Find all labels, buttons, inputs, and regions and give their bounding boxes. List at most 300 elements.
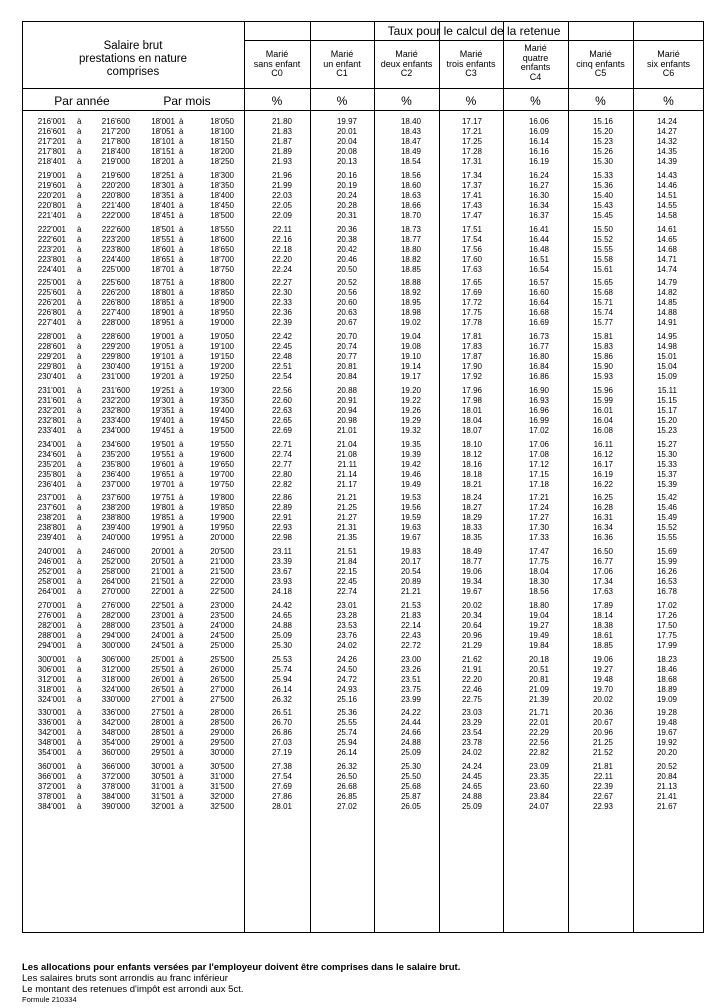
year-from: 234'601 <box>37 449 66 459</box>
rate-c3: 25.09 <box>461 802 482 812</box>
month-from: 19'751 <box>151 493 175 503</box>
rate-c1: 23.28 <box>336 610 357 620</box>
rate-c3: 17.41 <box>461 190 482 200</box>
range-separator: à <box>179 664 184 674</box>
rate-c2: 18.92 <box>400 288 421 298</box>
rate-c5: 15.93 <box>592 372 613 382</box>
range-separator: à <box>179 523 184 533</box>
rate-c2: 18.85 <box>400 264 421 274</box>
rate-c3: 22.75 <box>461 694 482 704</box>
range-separator: à <box>77 772 82 782</box>
rate-c1: 23.53 <box>336 620 357 630</box>
range-separator: à <box>179 557 184 567</box>
year-to: 237'000 <box>101 479 130 489</box>
month-to: 30'000 <box>210 748 234 758</box>
month-to: 28'500 <box>210 718 234 728</box>
rate-c2: 18.82 <box>400 254 421 264</box>
rate-c5: 15.36 <box>592 180 613 190</box>
rate-c2: 23.75 <box>400 684 421 694</box>
range-separator: à <box>77 587 82 597</box>
column-unit-c3: % <box>465 94 477 108</box>
rate-c1: 22.45 <box>336 577 357 587</box>
range-separator: à <box>77 308 82 318</box>
rate-c0: 22.18 <box>271 244 292 254</box>
rate-c5: 21.81 <box>592 762 613 771</box>
rate-c3: 18.35 <box>461 533 482 543</box>
range-separator: à <box>77 425 82 435</box>
rate-c1: 20.56 <box>336 288 357 298</box>
rate-c5: 20.96 <box>592 728 613 738</box>
rate-c4: 17.30 <box>528 523 549 533</box>
rate-c0: 21.87 <box>271 137 292 147</box>
rate-c4: 16.80 <box>528 352 549 362</box>
month-to: 20'500 <box>210 547 234 556</box>
rate-c6: 17.26 <box>656 610 677 620</box>
rate-c2: 19.20 <box>400 385 421 395</box>
rate-c5: 20.36 <box>592 708 613 718</box>
month-from: 18'851 <box>151 298 175 308</box>
rate-c6: 15.39 <box>656 479 677 489</box>
year-from: 223'201 <box>37 244 66 254</box>
rate-c5: 16.36 <box>592 533 613 543</box>
rate-c0: 28.01 <box>271 802 292 812</box>
year-from: 306'001 <box>37 664 66 674</box>
range-separator: à <box>77 610 82 620</box>
year-from: 223'801 <box>37 254 66 264</box>
rate-c0: 22.48 <box>271 352 292 362</box>
year-from: 221'401 <box>37 210 66 220</box>
month-from: 19'101 <box>151 352 175 362</box>
rate-c1: 20.77 <box>336 352 357 362</box>
rate-c3: 20.64 <box>461 620 482 630</box>
month-from: 18'351 <box>151 190 175 200</box>
rate-c3: 21.29 <box>461 640 482 650</box>
rate-c2: 25.50 <box>400 772 421 782</box>
rate-c0: 27.86 <box>271 792 292 802</box>
rate-c2: 18.80 <box>400 244 421 254</box>
year-from: 366'001 <box>37 772 66 782</box>
year-to: 372'000 <box>101 772 130 782</box>
range-separator: à <box>77 170 82 180</box>
range-separator: à <box>77 352 82 362</box>
rate-c5: 18.14 <box>592 610 613 620</box>
year-from: 232'801 <box>37 415 66 425</box>
rate-c4: 17.27 <box>528 513 549 523</box>
year-to: 219'000 <box>101 157 130 167</box>
month-from: 26'001 <box>151 674 175 684</box>
rate-c5: 19.70 <box>592 684 613 694</box>
month-to: 19'000 <box>210 318 234 328</box>
rate-c1: 24.93 <box>336 684 357 694</box>
rate-c2: 22.14 <box>400 620 421 630</box>
rate-c3: 17.63 <box>461 264 482 274</box>
column-unit-c0: % <box>271 94 283 108</box>
month-to: 23'500 <box>210 610 234 620</box>
rate-c5: 17.34 <box>592 577 613 587</box>
range-separator: à <box>179 308 184 318</box>
year-to: 264'000 <box>101 577 130 587</box>
rate-c6: 15.69 <box>656 547 677 556</box>
rate-c5: 15.33 <box>592 170 613 180</box>
rate-c6: 14.91 <box>656 318 677 328</box>
rate-c5: 16.25 <box>592 493 613 503</box>
rate-c1: 20.13 <box>336 157 357 167</box>
rate-c5: 20.67 <box>592 718 613 728</box>
column-title-c3: Marié trois enfants C3 <box>446 49 496 78</box>
rate-c5: 15.23 <box>592 137 613 147</box>
rate-c6: 14.43 <box>656 170 677 180</box>
rate-c0: 22.33 <box>271 298 292 308</box>
month-to: 27'500 <box>210 694 234 704</box>
range-separator: à <box>77 342 82 352</box>
year-from: 318'001 <box>37 684 66 694</box>
month-to: 29'500 <box>210 738 234 748</box>
rate-c0: 21.89 <box>271 147 292 157</box>
month-to: 19'150 <box>210 352 234 362</box>
rate-c0: 22.20 <box>271 254 292 264</box>
range-separator: à <box>77 137 82 147</box>
year-to: 225'000 <box>101 264 130 274</box>
month-from: 18'201 <box>151 157 175 167</box>
rate-c2: 19.35 <box>400 439 421 449</box>
month-to: 21'000 <box>210 557 234 567</box>
rate-c3: 19.06 <box>461 567 482 577</box>
rate-c1: 20.38 <box>336 234 357 244</box>
month-to: 29'000 <box>210 728 234 738</box>
rate-c0: 21.99 <box>271 180 292 190</box>
rate-c4: 22.29 <box>528 728 549 738</box>
rate-c5: 15.26 <box>592 147 613 157</box>
year-to: 221'400 <box>101 200 130 210</box>
month-from: 18'401 <box>151 200 175 210</box>
year-to: 229'200 <box>101 342 130 352</box>
rate-c2: 23.26 <box>400 664 421 674</box>
month-to: 22'000 <box>210 577 234 587</box>
rate-c0: 22.77 <box>271 459 292 469</box>
rate-c2: 25.68 <box>400 782 421 792</box>
rate-c2: 19.02 <box>400 318 421 328</box>
rate-c5: 16.08 <box>592 425 613 435</box>
year-from: 229'201 <box>37 352 66 362</box>
rate-c3: 17.25 <box>461 137 482 147</box>
rate-c4: 17.12 <box>528 459 549 469</box>
rate-c4: 24.07 <box>528 802 549 812</box>
rate-c4: 18.30 <box>528 577 549 587</box>
rate-c0: 22.65 <box>271 415 292 425</box>
range-separator: à <box>77 210 82 220</box>
rate-c3: 17.65 <box>461 278 482 288</box>
month-to: 18'550 <box>210 224 234 234</box>
month-from: 19'601 <box>151 459 175 469</box>
rate-c5: 15.65 <box>592 278 613 288</box>
month-to: 32'000 <box>210 792 234 802</box>
rate-c6: 21.13 <box>656 782 677 792</box>
range-separator: à <box>179 513 184 523</box>
year-to: 238'200 <box>101 503 130 513</box>
rate-c1: 21.51 <box>336 547 357 556</box>
rate-c0: 24.18 <box>271 587 292 597</box>
rate-c2: 19.10 <box>400 352 421 362</box>
month-from: 21'501 <box>151 577 175 587</box>
range-separator: à <box>77 728 82 738</box>
rate-c3: 24.65 <box>461 782 482 792</box>
month-to: 19'650 <box>210 459 234 469</box>
rate-c5: 18.61 <box>592 630 613 640</box>
rate-c6: 16.78 <box>656 587 677 597</box>
header-rule <box>22 110 704 111</box>
rate-c5: 15.40 <box>592 190 613 200</box>
rate-c2: 23.99 <box>400 694 421 704</box>
rate-c4: 21.09 <box>528 684 549 694</box>
year-to: 246'000 <box>101 547 130 556</box>
month-to: 19'200 <box>210 362 234 372</box>
rate-c4: 16.06 <box>528 117 549 126</box>
rate-c2: 18.70 <box>400 210 421 220</box>
rate-c1: 21.14 <box>336 469 357 479</box>
column-title-c5: Marié cinq enfants C5 <box>576 49 625 78</box>
rate-c4: 19.27 <box>528 620 549 630</box>
header-rule <box>22 88 704 89</box>
form-number: Formule 210334 <box>22 995 77 1004</box>
year-from: 226'201 <box>37 298 66 308</box>
year-from: 238'801 <box>37 523 66 533</box>
footer-note-1: Les salaires bruts sont arrondis au franc inférieur <box>22 973 228 984</box>
rate-c0: 22.60 <box>271 395 292 405</box>
rate-c6: 18.23 <box>656 654 677 664</box>
year-from: 360'001 <box>37 762 66 771</box>
column-title-c6: Marié six enfants C6 <box>646 49 691 78</box>
rate-c0: 22.54 <box>271 372 292 382</box>
rate-c0: 24.88 <box>271 620 292 630</box>
rate-c5: 15.74 <box>592 308 613 318</box>
rate-c5: 18.38 <box>592 620 613 630</box>
range-separator: à <box>179 738 184 748</box>
column-unit-c5: % <box>595 94 606 108</box>
year-from: 225'601 <box>37 288 66 298</box>
range-separator: à <box>179 459 184 469</box>
rate-c5: 15.90 <box>592 362 613 372</box>
rate-c6: 14.85 <box>656 298 677 308</box>
rate-c1: 26.68 <box>336 782 357 792</box>
rate-c0: 23.11 <box>272 547 292 556</box>
year-to: 390'000 <box>101 802 130 812</box>
rate-c1: 20.24 <box>336 190 357 200</box>
rate-c0: 27.54 <box>271 772 292 782</box>
month-from: 24'001 <box>151 630 175 640</box>
year-from: 240'001 <box>37 547 66 556</box>
year-from: 217'201 <box>37 137 66 147</box>
year-from: 324'001 <box>37 694 66 704</box>
month-to: 19'050 <box>210 332 234 341</box>
rate-c4: 16.68 <box>528 308 549 318</box>
rate-c5: 15.50 <box>592 224 613 234</box>
year-from: 231'001 <box>37 385 66 395</box>
rate-c3: 18.01 <box>461 405 482 415</box>
year-to: 240'000 <box>101 533 130 543</box>
rate-c2: 24.44 <box>400 718 421 728</box>
rate-c2: 19.32 <box>400 425 421 435</box>
rate-c3: 18.18 <box>461 469 482 479</box>
year-to: 384'000 <box>101 792 130 802</box>
rate-c2: 18.60 <box>400 180 421 190</box>
rate-c2: 19.83 <box>400 547 421 556</box>
rate-c4: 16.84 <box>528 362 549 372</box>
rate-c0: 22.42 <box>271 332 292 341</box>
rate-c5: 15.81 <box>592 332 613 341</box>
range-separator: à <box>179 385 184 395</box>
rate-c6: 14.35 <box>656 147 677 157</box>
rate-c0: 22.30 <box>271 288 292 298</box>
column-title-c4: Marié quatre enfants C4 <box>520 43 551 82</box>
month-to: 18'050 <box>210 117 234 126</box>
range-separator: à <box>179 288 184 298</box>
rate-c6: 14.74 <box>656 264 677 274</box>
month-from: 19'351 <box>151 405 175 415</box>
range-separator: à <box>179 792 184 802</box>
month-to: 19'350 <box>210 395 234 405</box>
year-to: 232'800 <box>101 405 130 415</box>
rate-c3: 24.02 <box>461 748 482 758</box>
year-from: 216'001 <box>37 117 66 126</box>
column-unit-c2: % <box>401 94 412 108</box>
rate-c0: 22.98 <box>271 533 292 543</box>
range-separator: à <box>179 694 184 704</box>
rate-c1: 20.70 <box>336 332 357 341</box>
rate-c6: 14.95 <box>656 332 677 341</box>
rate-c6: 15.99 <box>656 557 677 567</box>
range-separator: à <box>179 772 184 782</box>
rate-c2: 25.09 <box>400 748 421 758</box>
rate-c6: 18.68 <box>656 674 677 684</box>
rate-c3: 22.46 <box>461 684 482 694</box>
rate-c2: 18.49 <box>400 147 421 157</box>
year-to: 231'600 <box>101 385 130 395</box>
rate-c4: 16.41 <box>528 224 549 234</box>
rate-c0: 23.39 <box>271 557 292 567</box>
range-separator: à <box>77 362 82 372</box>
rate-c6: 14.71 <box>656 254 677 264</box>
rate-c1: 22.74 <box>336 587 357 597</box>
rate-c1: 26.14 <box>336 748 357 758</box>
month-from: 18'301 <box>151 180 175 190</box>
rate-c4: 17.75 <box>528 557 549 567</box>
rate-c1: 23.01 <box>336 600 357 610</box>
range-separator: à <box>77 802 82 812</box>
rate-c4: 16.24 <box>528 170 549 180</box>
month-from: 24'501 <box>151 640 175 650</box>
rate-c2: 19.26 <box>400 405 421 415</box>
column-unit-c1: % <box>336 94 348 108</box>
rate-c0: 22.51 <box>271 362 292 372</box>
rate-c5: 22.93 <box>592 802 613 812</box>
rate-c6: 19.92 <box>656 738 677 748</box>
month-from: 18'151 <box>151 147 175 157</box>
range-separator: à <box>77 244 82 254</box>
rate-c1: 26.50 <box>336 772 357 782</box>
rate-c0: 26.86 <box>271 728 292 738</box>
rate-c3: 17.28 <box>461 147 482 157</box>
month-to: 18'800 <box>210 278 234 288</box>
rate-c5: 16.17 <box>592 459 613 469</box>
rate-c3: 17.72 <box>461 298 482 308</box>
rate-c5: 15.99 <box>592 395 613 405</box>
rate-c0: 21.83 <box>271 127 292 137</box>
rate-c3: 17.90 <box>461 362 482 372</box>
year-to: 220'200 <box>101 180 130 190</box>
month-from: 19'951 <box>151 533 175 543</box>
rate-c6: 20.20 <box>656 748 677 758</box>
range-separator: à <box>77 332 82 341</box>
rate-c3: 24.24 <box>461 762 482 771</box>
month-from: 19'701 <box>151 479 175 489</box>
month-to: 18'600 <box>210 234 234 244</box>
range-separator: à <box>179 210 184 220</box>
month-to: 28'000 <box>210 708 234 718</box>
range-separator: à <box>77 600 82 610</box>
month-to: 18'850 <box>210 288 234 298</box>
rate-c2: 23.00 <box>400 654 421 664</box>
rate-c5: 16.12 <box>592 449 613 459</box>
range-separator: à <box>77 479 82 489</box>
year-to: 226'800 <box>101 298 130 308</box>
rate-c4: 17.33 <box>528 533 549 543</box>
rate-c2: 19.59 <box>400 513 421 523</box>
year-from: 239'401 <box>37 533 66 543</box>
year-to: 239'400 <box>101 523 130 533</box>
rate-c2: 18.56 <box>400 170 421 180</box>
per-year-header: Par année <box>54 94 110 108</box>
range-separator: à <box>77 117 82 126</box>
rate-c4: 19.04 <box>528 610 549 620</box>
year-to: 222'000 <box>101 210 130 220</box>
year-from: 330'001 <box>37 708 66 718</box>
year-to: 360'000 <box>101 748 130 758</box>
year-from: 294'001 <box>37 640 66 650</box>
year-to: 234'600 <box>101 439 130 449</box>
month-to: 25'500 <box>210 654 234 664</box>
range-separator: à <box>179 157 184 167</box>
rate-c5: 16.77 <box>592 557 613 567</box>
rate-c5: 17.89 <box>592 600 613 610</box>
year-to: 258'000 <box>101 567 130 577</box>
rate-c2: 19.14 <box>400 362 421 372</box>
rate-c3: 19.67 <box>461 587 482 597</box>
year-to: 378'000 <box>101 782 130 792</box>
month-from: 25'501 <box>151 664 175 674</box>
year-to: 223'200 <box>101 234 130 244</box>
month-from: 19'651 <box>151 469 175 479</box>
rate-c5: 15.61 <box>592 264 613 274</box>
range-separator: à <box>179 342 184 352</box>
rate-c6: 14.46 <box>656 180 677 190</box>
rate-c0: 22.80 <box>271 469 292 479</box>
rate-c3: 18.29 <box>461 513 482 523</box>
rate-c3: 21.91 <box>461 664 482 674</box>
rate-c5: 15.86 <box>592 352 613 362</box>
rate-c3: 24.45 <box>461 772 482 782</box>
month-from: 32'001 <box>151 802 175 812</box>
rate-c6: 19.09 <box>656 694 677 704</box>
month-to: 18'450 <box>210 200 234 210</box>
range-separator: à <box>77 288 82 298</box>
rate-c4: 16.57 <box>528 278 549 288</box>
year-from: 220'801 <box>37 200 66 210</box>
rate-c3: 17.47 <box>461 210 482 220</box>
month-to: 23'000 <box>210 600 234 610</box>
rates-title: Taux pour le calcul de la retenue <box>387 24 561 38</box>
rate-c2: 20.54 <box>400 567 421 577</box>
year-from: 246'001 <box>37 557 66 567</box>
